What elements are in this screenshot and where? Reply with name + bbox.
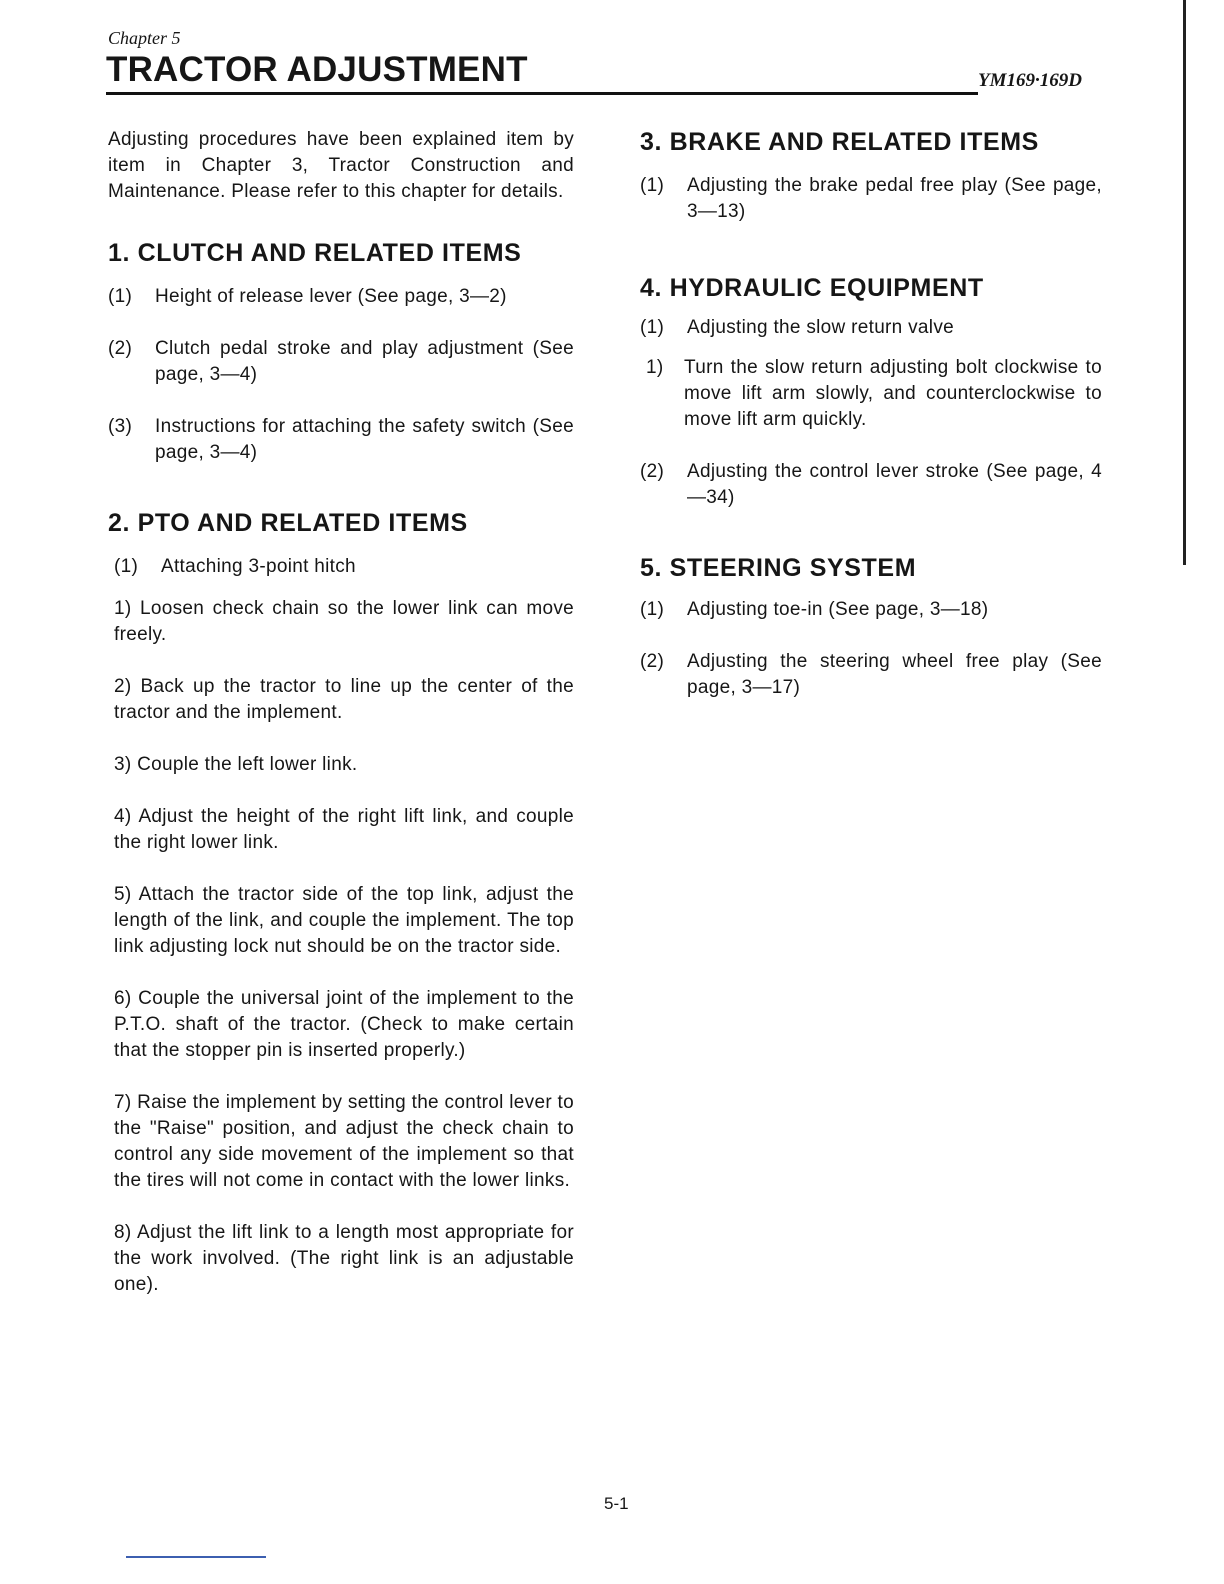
heading-brake: 3. BRAKE AND RELATED ITEMS (640, 128, 1039, 156)
item-text: Attaching 3-point hitch (161, 556, 356, 577)
header-rule (106, 92, 978, 95)
list-item (108, 554, 574, 580)
item-number: (2) (640, 461, 665, 482)
step-paragraph: 8) Adjust the lift link to a length most appropriate for the work involved. (The right link is an adjustable one). (114, 1222, 574, 1295)
item-text: Turn the slow return adjusting bolt clockwise to move lift arm slowly, and counterclockwise to move lift arm quickly. (684, 357, 1102, 430)
heading-pto: 2. PTO AND RELATED ITEMS (108, 509, 468, 537)
list-item (640, 355, 1102, 433)
step-paragraph: 1) Loosen check chain so the lower link can move freely. (114, 598, 574, 645)
item-number: (2) (108, 338, 133, 359)
item-text: Adjusting the slow return valve (687, 317, 954, 338)
step-paragraph: 3) Couple the left lower link. (114, 754, 358, 775)
model-number: YM169·169D (978, 70, 1082, 91)
item-text: Adjusting the control lever stroke (See page, 4—34) (687, 461, 1102, 508)
footer-line (126, 1556, 266, 1558)
item-number: (3) (108, 416, 133, 437)
step-paragraph: 2) Back up the tractor to line up the center of the tractor and the implement. (114, 676, 574, 723)
list-item (640, 459, 1102, 511)
list-item (640, 597, 1102, 623)
left-column (108, 127, 574, 1298)
item-text: Adjusting the steering wheel free play (See page, 3—17) (687, 651, 1102, 698)
step-paragraph: 5) Attach the tractor side of the top link, adjust the length of the link, and couple the implement. The top link adjusting lock nut should be on the tractor side. (114, 884, 574, 957)
item-text: Adjusting the brake pedal free play (See page, 3—13) (687, 175, 1102, 222)
list-item (108, 414, 574, 466)
item-text: Instructions for attaching the safety switch (See page, 3—4) (155, 416, 574, 463)
item-number: (1) (640, 317, 665, 338)
list-item (108, 284, 574, 310)
item-number: 1) (646, 357, 664, 378)
heading-hydraulic: 4. HYDRAULIC EQUIPMENT (640, 274, 984, 302)
list-item (640, 173, 1102, 225)
list-item (640, 649, 1102, 701)
list-item (108, 336, 574, 388)
step-paragraph: 6) Couple the universal joint of the implement to the P.T.O. shaft of the tractor. (Check to make certain that the stopper pin is inserted properly.) (114, 988, 574, 1061)
item-number: (1) (114, 556, 139, 577)
item-number: (1) (640, 599, 665, 620)
item-text: Adjusting toe-in (See page, 3—18) (687, 599, 989, 620)
intro-paragraph: Adjusting procedures have been explained item by item in Chapter 3, Tractor Construction and Maintenance. Please refer to this chapter for details. (108, 129, 574, 202)
step-paragraph: 7) Raise the implement by setting the control lever to the "Raise" position, and adjust the check chain to control any side movement of the implement so that the tires will not come in contact with the lower links. (114, 1092, 574, 1191)
item-text: Height of release lever (See page, 3—2) (155, 286, 507, 307)
item-number: (1) (108, 286, 133, 307)
step-paragraph: 4) Adjust the height of the right lift link, and couple the right lower link. (114, 806, 574, 853)
list-item (640, 315, 1102, 341)
scan-edge-line (1183, 0, 1186, 565)
chapter-label: Chapter 5 (108, 28, 181, 48)
item-number: (1) (640, 175, 665, 196)
right-column (640, 127, 1102, 701)
page-title: TRACTOR ADJUSTMENT (106, 50, 528, 89)
heading-steering: 5. STEERING SYSTEM (640, 554, 917, 582)
heading-clutch: 1. CLUTCH AND RELATED ITEMS (108, 239, 522, 267)
item-text: Clutch pedal stroke and play adjustment (See page, 3—4) (155, 338, 574, 385)
item-number: (2) (640, 651, 665, 672)
page-number: 5-1 (604, 1494, 629, 1513)
